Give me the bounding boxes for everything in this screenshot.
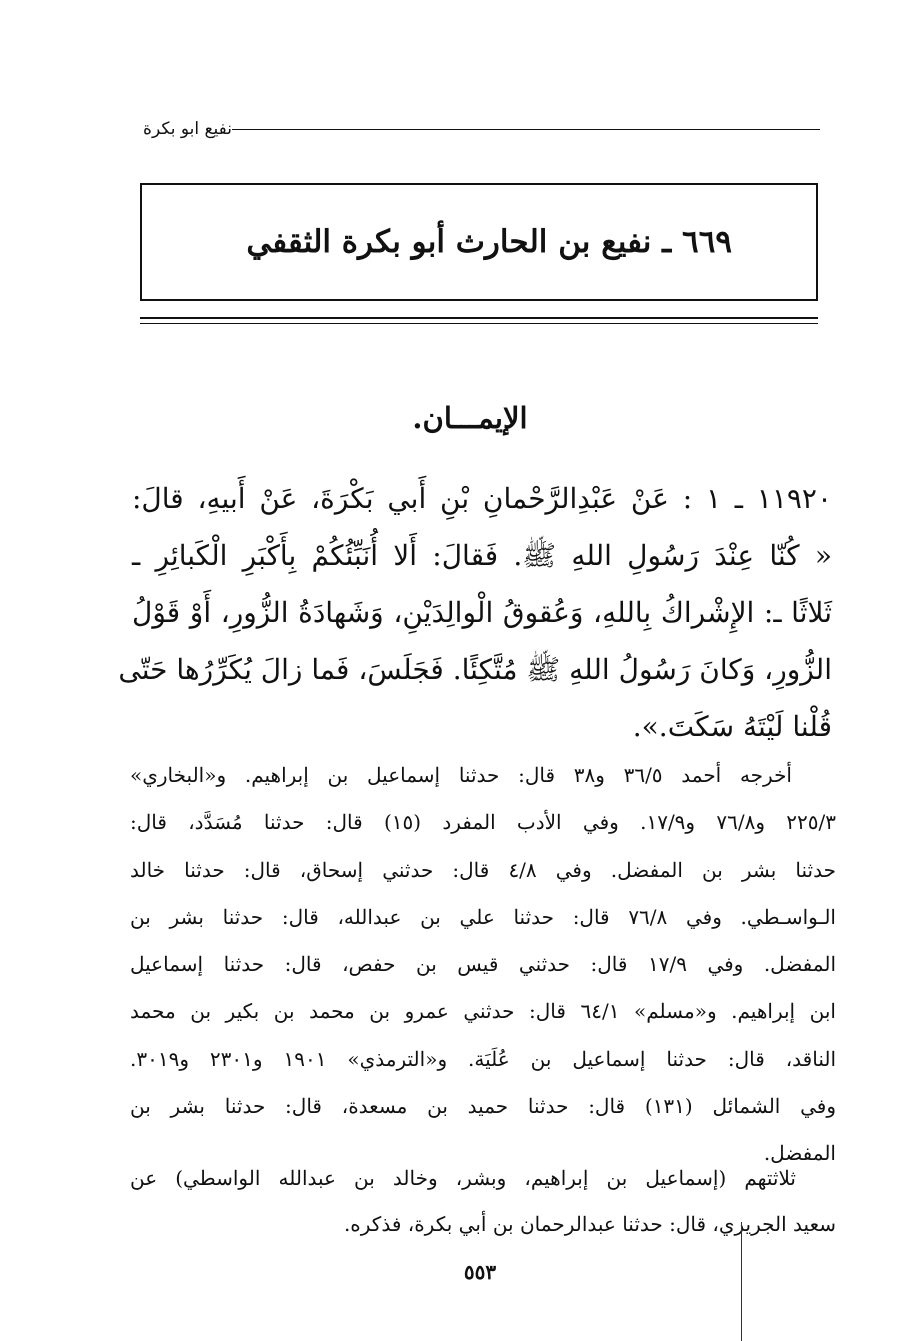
- takhrij-notes: [130, 752, 836, 1178]
- title-rule-thick: [140, 317, 818, 319]
- chain-summary: [130, 1155, 836, 1247]
- section-heading: الإيمـــان.: [412, 401, 528, 435]
- takhrij-line: المفضل.: [763, 1141, 836, 1166]
- hadith-line: ١١٩٢٠ ـ ١ : عَنْ عَبْدِالرَّحْمانِ بْنِ أَبي بَكْرَةَ، عَنْ أَبيهِ، قالَ:: [132, 482, 832, 515]
- hadith-line: قُلْنا لَيْتَهُ سَكَتَ.».: [632, 710, 832, 743]
- page-number: ٥٥٣: [463, 1260, 497, 1284]
- takhrij-line: الناقد، قال: حدثنا إسماعيل بن عُلَيَة. و«الترمذي» ١٩٠١ و٢٣٠١ و٣٠١٩.: [130, 1046, 837, 1071]
- summary-line: سعيد الجريري، قال: حدثنا عبدالرحمان بن أبي بكرة، فذكره.: [343, 1212, 836, 1236]
- scan-edge-line: [741, 1222, 742, 1341]
- title-rule-thin: [140, 323, 818, 324]
- running-header: [120, 116, 820, 146]
- running-header-title: نفيع ابو بكرة: [143, 119, 232, 139]
- running-header-rule: [232, 129, 820, 130]
- chapter-title-box: [140, 183, 818, 301]
- hadith-text: [118, 470, 832, 755]
- takhrij-line: حدثنا بشر بن المفضل. وفي ٤/٨ قال: حدثني إسحاق، قال: حدثنا خالد: [130, 857, 836, 882]
- hadith-line: « كُنّا عِنْدَ رَسُولِ اللهِ ﷺ. فَقالَ: أَلا أُنَبِّئُكُمْ بِأَكْبَرِ الْكَبائِرِ ـ: [132, 539, 832, 572]
- takhrij-line: ٢٢٥/٣ و٧٦/٨ و١٧/٩. وفي الأدب المفرد (١٥) قال: حدثنا مُسَدَّد، قال:: [130, 810, 837, 835]
- summary-line: ثلاثتهم (إسماعيل بن إبراهيم، وبشر، وخالد بن عبدالله الواسطي) عن: [130, 1166, 796, 1190]
- takhrij-line: وفي الشمائل (١٣١) قال: حدثنا حميد بن مسعدة، قال: حدثنا بشر بن: [130, 1094, 836, 1119]
- takhrij-line: الـواسـطي. وفي ٧٦/٨ قال: حدثنا علي بن عبدالله، قال: حدثنا بشر بن: [130, 904, 836, 929]
- chapter-title: ٦٦٩ ـ نفيع بن الحارث أبو بكرة الثقفي: [246, 224, 732, 260]
- takhrij-line: المفضل. وفي ١٧/٩ قال: حدثني قيس بن حفص، قال: حدثنا إسماعيل: [130, 952, 837, 977]
- takhrij-line: ابن إبراهيم. و«مسلم» ٦٤/١ قال: حدثني عمرو بن محمد بن بكير بن محمد: [130, 999, 836, 1024]
- hadith-line: الزُّورِ، وَكانَ رَسُولُ اللهِ ﷺ مُتَّكِئًا. فَجَلَسَ، فَما زالَ يُكَرِّرُها حَتّى: [118, 653, 832, 686]
- takhrij-line: أخرجه أحمد ٣٦/٥ و٣٨ قال: حدثنا إسماعيل بن إبراهيم. و«البخاري»: [130, 763, 792, 787]
- hadith-line: ثَلاثًا ـ: الإِشْراكُ بِاللهِ، وَعُقوقُ الْوالِدَيْنِ، وَشَهادَةُ الزُّورِ، أَوْ قَوْلُ: [132, 596, 832, 629]
